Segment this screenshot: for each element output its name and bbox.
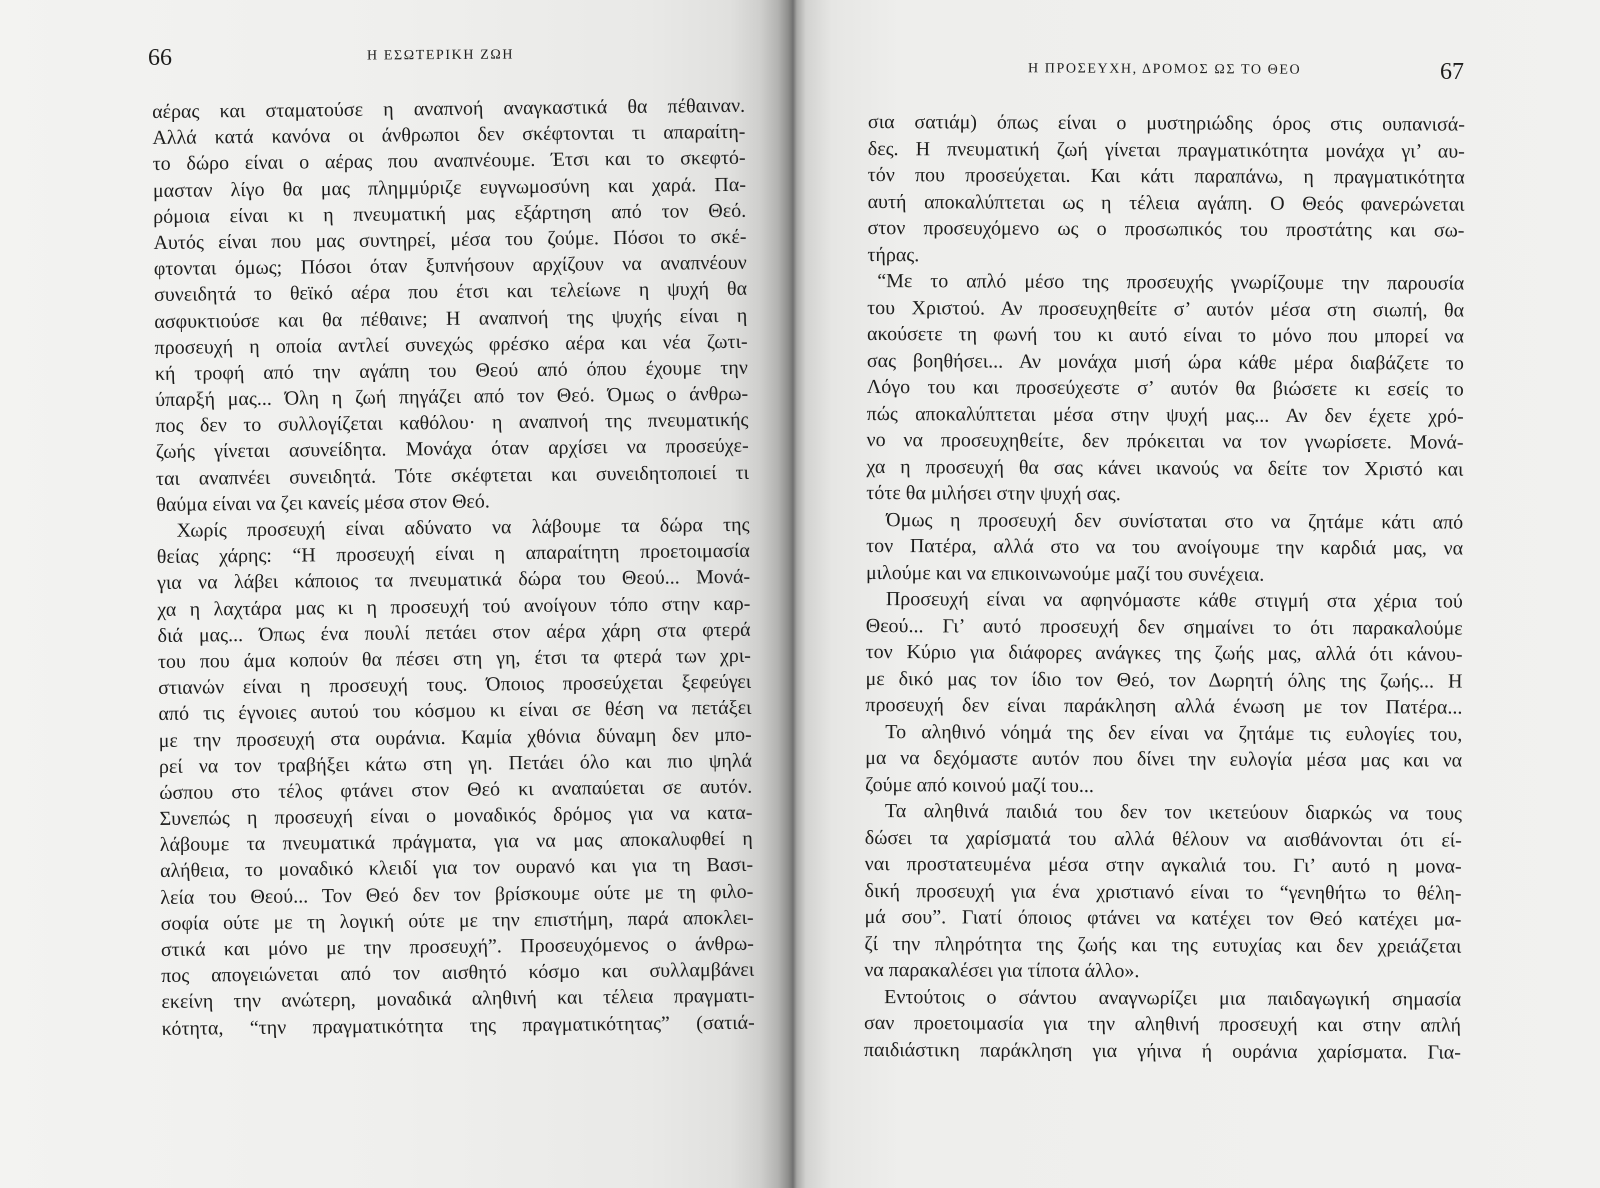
left-page xyxy=(0,0,795,1188)
text-line: ασφυκτιούσε και θα πέθαινε; Η αναπνοή της ψυχής είναι η xyxy=(154,304,748,333)
text-line: Συνεπώς η προσευχή είναι ο μοναδικός δρόμος για να κατα- xyxy=(159,801,753,831)
page-number: 67 xyxy=(1440,59,1464,85)
text-line: τόν που προσεύχεται. Και κάτι παραπάνω, η πραγματικότητα xyxy=(867,163,1465,189)
text-line: μά σου”. Γιατί όποιος φτάνει να κατέχει τον Θεό κατέχει μα- xyxy=(864,905,1462,931)
text-line: χα η προσευχή θα σας κάνει ικανούς να δείτε τον Χριστό και xyxy=(866,455,1464,481)
text-line: χα η λαχτάρα μας κι η προσευχή τού ανοίγουν τόπο στην καρ- xyxy=(157,592,751,621)
text-line: μασταν λίγο θα μας πλημμύριζε ευγνωμοσύνη και χαρά. Πα- xyxy=(152,173,747,202)
text-line: σοφία ούτε με τη λογική ούτε με την επιστήμη, παρά αποκλει- xyxy=(160,906,754,935)
text-line: θείας χάρης: “Η προσευχή είναι η απαραίτητη προετοιμασία xyxy=(156,539,750,569)
text-line: του που άμα κοπούν θα πέσει στη γη, έτσι τα φτερά των χρι- xyxy=(157,644,751,673)
text-line: ναι προστατευμένα μέσα στην αγκαλιά του. Γι’ αυτό η μονα- xyxy=(864,852,1462,878)
text-line: να παρακαλέσει για τίποτα άλλο». xyxy=(864,958,1140,983)
text-line: Αυτός είναι που μας συντηρεί, μέσα του ζούμε. Πόσοι το σκέ- xyxy=(153,225,747,254)
text-line: μα να δεχόμαστε αυτόν που δίνει την ευλογία μέσα μας και να xyxy=(865,746,1463,772)
text-line: Αλλά κατά κανόνα οι άνθρωποι δεν σκέφτονται τι απαραίτη- xyxy=(152,120,746,150)
text-line: με την προσευχή στα ουράνια. Καμία χθόνια δύναμη δεν μπο- xyxy=(158,723,752,752)
text-line: εκείνη την ανώτερη, μοναδικά αληθινή και τέλεια πραγματι- xyxy=(161,985,755,1014)
text-line: σαν προετοιμασία για την αληθινή προσευχή και στην απλή xyxy=(863,1011,1462,1037)
text-line: Θεού... Γι’ αυτό προσευχή δεν σημαίνει το ότι παρακαλούμε xyxy=(865,614,1463,640)
text-line: ζούμε από κοινού μαζί του... xyxy=(865,773,1095,797)
running-head: Η ΠΡΟΣΕΥΧΗ, ΔΡΟΜΟΣ ΩΣ ΤΟ ΘΕΟ xyxy=(1027,61,1302,78)
text-line: Εντούτοις ο σάντου αναγνωρίζει μια παιδαγωγική σημασία xyxy=(884,985,1462,1011)
text-line: πώς αποκαλύπτεται μέσα στην ψυχή μας... Αν δεν έχετε χρό- xyxy=(866,402,1464,428)
text-line: τότε θα μιλήσει στην ψυχή σας. xyxy=(866,481,1121,506)
text-line: προσευχή δεν είναι παράκληση αλλά ένωση με τον Πατέρα... xyxy=(865,693,1463,719)
text-line: κή τροφή από την αγάπη του Θεού από όπου έχουμε την xyxy=(154,356,748,385)
text-line: σια σατιάμ) όπως είναι ο μυστηριώδης όρος στις ουπανισά- xyxy=(867,110,1465,136)
text-line: τον Κύριο για διάφορες ανάγκες της ζωής μας, αλλά ότι κάνου- xyxy=(865,640,1463,666)
text-line: νο να προσευχηθείτε, δεν πρόκειται να τον γνωρίσετε. Μονά- xyxy=(866,428,1464,454)
text-line: ύπαρξή μας... Όλη η ζωή πηγάζει από τον Θεό. Όμως ο άνθρω- xyxy=(155,382,749,412)
body-text xyxy=(864,109,1465,1066)
text-line: του Χριστού. Αν προσευχηθείτε σ’ αυτόν μέσα στη σιωπή, θα xyxy=(867,296,1465,322)
text-line: για να λάβει κάποιος τα πνευματικά δώρα του Θεού... Μονά- xyxy=(156,566,751,595)
text-line: θαύμα είναι να ζει κανείς μέσα στον Θεό. xyxy=(156,490,490,516)
text-line: ζωής γίνεται ασυνείδητα. Μονάχα όταν αρχίσει να προσεύχε- xyxy=(155,435,749,464)
running-head: Η ΕΣΩΤΕΡΙΚΗ ΖΩΗ xyxy=(366,47,515,64)
text-line: Το αληθινό νόημά της δεν είναι να ζητάμε τις ευλογίες του, xyxy=(885,720,1463,746)
text-line: το δώρο είναι ο αέρας που αναπνέουμε. Έτσι και το σκεφτό- xyxy=(152,147,746,176)
text-line: μιλούμε και να επικοινωνούμε μαζί του συνέχεια. xyxy=(865,561,1265,586)
text-line: Λόγο του και προσεύχεστε σ’ αυτόν θα βιώσετε κι εσείς το xyxy=(866,375,1464,401)
body-text xyxy=(152,93,755,1042)
text-line: στικά και μόνο με την προσευχή”. Προσευχόμενος ο άνθρω- xyxy=(160,932,754,961)
text-line: ακούσετε τη φωνή του κι αυτό είναι το μόνο που μπορεί να xyxy=(866,322,1465,348)
text-line: Τα αληθινά παιδιά του δεν τον ικετεύουν διαρκώς να τους xyxy=(884,800,1462,825)
text-line: πος απογειώνεται από τον αισθητό κόσμο και συλλαμβάνει xyxy=(161,958,755,988)
text-line: αλήθεια, το μοναδικό κλειδί για τον ουρανό και για τη Βασι- xyxy=(159,854,754,883)
page-number: 66 xyxy=(148,45,172,71)
text-line: δες. Η πνευματική ζωή γίνεται πραγματικότητα μονάχα γι’ αυ- xyxy=(867,137,1465,163)
text-line: ρεί να τον τραβήξει κάτω στη γη. Πετάει όλο και πιο ψηλά xyxy=(158,749,753,778)
text-line: τον Πατέρα, αλλά στο να του ανοίγουμε την καρδιά μας, να xyxy=(866,534,1464,560)
text-line: δώσει τα χαρίσματά του αλλά θέλουν να αισθάνονται ότι εί- xyxy=(864,826,1462,852)
text-line: λεία του Θεού... Τον Θεό δεν τον βρίσκουμε ούτε με τη φιλο- xyxy=(160,880,754,909)
text-line: Προσευχή είναι να αφηνόμαστε κάθε στιγμή στα χέρια τού xyxy=(885,588,1463,613)
text-line: πος δεν το συλλογίζεται καθόλου· η αναπνοή της πνευματικής xyxy=(155,409,749,438)
text-line: ζί την πληρότητα της ζωής και της ευτυχίας και δεν χρειάζεται xyxy=(864,932,1462,958)
text-line: αυτή αποκαλύπτεται ως η τέλεια αγάπη. Ο Θεός φανερώνεται xyxy=(867,190,1465,216)
text-line: από τις έγνοιες αυτού του κόσμου κι είναι σε θέση να πετάξει xyxy=(158,697,752,726)
text-line: τήρας. xyxy=(867,243,920,266)
text-line: σας βοηθήσει... Αν μονάχα μισή ώρα κάθε μέρα διαβάζετε το xyxy=(866,349,1464,375)
text-line: κότητα, “την πραγματικότητα της πραγματικότητας” (σατιά- xyxy=(161,1011,755,1040)
text-line: με δικό μας τον ίδιο τον Θεό, τον Δωρητή όλης της ζωής... Η xyxy=(865,667,1463,693)
text-line: Χωρίς προσευχή είναι αδύνατο να λάβουμε τα δώρα της xyxy=(176,513,750,542)
text-line: ρόμοια είναι κι η πνευματική μας εξάρτηση από τον Θεό. xyxy=(153,199,747,228)
text-line: στιανών είναι η προσευχή τους. Όποιος προσεύχεται ξεφεύγει xyxy=(158,670,752,700)
text-line: αέρας και σταματούσε η αναπνοή αναγκαστικά θα πέθαιναν. xyxy=(152,94,746,123)
text-line: στον προσευχόμενο ως ο προσωπικός του προστάτης και σω- xyxy=(867,216,1465,242)
text-line: διά μας... Όπως ένα πουλί πετάει στον αέρα χάρη στα φτερά xyxy=(157,618,751,647)
text-line: Όμως η προσευχή δεν συνίσταται στο να ζητάμε κάτι από xyxy=(886,508,1464,534)
text-line: ται αναπνέει συνειδητά. Τότε σκέφτεται και συνειδητοποιεί τι xyxy=(155,461,750,490)
right-page xyxy=(795,0,1600,1188)
text-line: προσευχή η οποία αντλεί συνεχώς φρέσκο αέρα και νέα ζωτι- xyxy=(154,330,748,359)
text-line: “Με το απλό μέσο της προσευχής γνωρίζουμε την παρουσία xyxy=(877,270,1465,295)
text-line: συνειδητά το θεϊκό αέρα που έτσι και τελείωνε η ψυχή θα xyxy=(153,278,748,307)
text-line: ώσπου στο τέλος φτάνει στον Θεό κι αναπαύεται σε αυτόν. xyxy=(159,775,753,804)
text-line: λάβουμε τα πνευματικά πράγματα, για να μας αποκαλυφθεί η xyxy=(159,827,753,857)
text-line: φτονται όμως; Πόσοι όταν ξυπνήσουν αρχίζουν να αναπνέουν xyxy=(153,251,747,281)
text-line: δική προσευχή για ένα χριστιανό είναι το “γενηθήτω το θέλη- xyxy=(864,879,1462,905)
text-line: παιδιάστικη παράκληση για γήινα ή ουράνια χαρίσματα. Για- xyxy=(863,1038,1461,1064)
